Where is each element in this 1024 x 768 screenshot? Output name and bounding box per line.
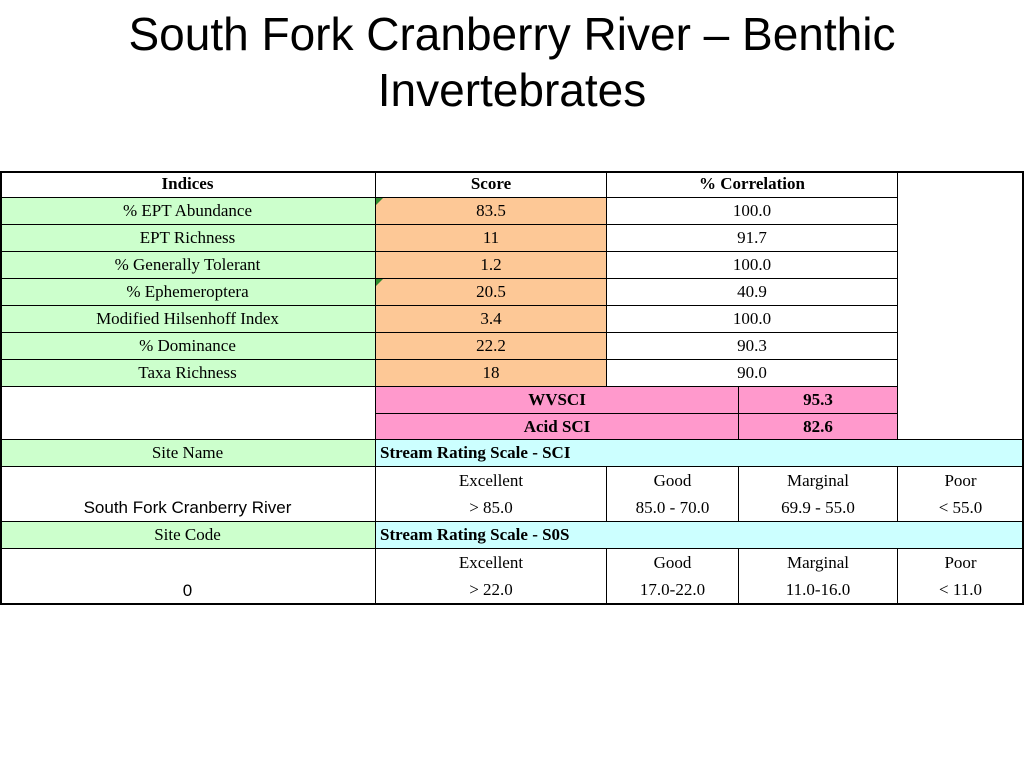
rating-range: 17.0-22.0: [639, 580, 706, 600]
rating-range: < 11.0: [939, 580, 982, 600]
index-correlation: 90.0: [607, 360, 898, 387]
site-name-value: South Fork Cranberry River: [0, 467, 376, 522]
index-score: 18: [376, 360, 607, 387]
rating-label: Excellent: [458, 470, 524, 490]
index-correlation: 100.0: [607, 252, 898, 279]
rating-range: > 85.0: [469, 497, 513, 517]
index-label: % Dominance: [0, 333, 376, 360]
rating-range: 11.0-16.0: [785, 580, 851, 600]
sci-good: [607, 467, 739, 522]
rating-range: > 22.0: [469, 580, 513, 600]
blank-side-column: [898, 171, 1024, 440]
index-label: % EPT Abundance: [0, 198, 376, 225]
rating-label: Good: [653, 552, 692, 572]
index-score: 83.5: [376, 198, 607, 225]
rating-range: 85.0 - 70.0: [635, 497, 710, 517]
index-label: EPT Richness: [0, 225, 376, 252]
wvsci-label: WVSCI: [376, 387, 739, 414]
index-score: 3.4: [376, 306, 607, 333]
site-code-label: Site Code: [0, 522, 376, 549]
title-line-1: South Fork Cranberry River – Benthic: [128, 8, 896, 60]
index-label: % Ephemeroptera: [0, 279, 376, 306]
rating-label: Excellent: [458, 552, 524, 572]
rating-range: < 55.0: [938, 497, 983, 517]
summary-blank: [0, 387, 376, 440]
sci-scale-title: Stream Rating Scale - SCI: [376, 440, 1024, 467]
acid-sci-value: 82.6: [739, 414, 898, 440]
comment-marker-icon: [376, 198, 383, 205]
sos-marginal: [739, 549, 898, 605]
comment-marker-icon: [376, 279, 383, 286]
site-name-label: Site Name: [0, 440, 376, 467]
index-correlation: 100.0: [607, 306, 898, 333]
index-correlation: 90.3: [607, 333, 898, 360]
acid-sci-label: Acid SCI: [376, 414, 739, 440]
index-score: 22.2: [376, 333, 607, 360]
header-correlation: % Correlation: [607, 171, 898, 198]
sos-excellent: [376, 549, 607, 605]
sos-scale-title: Stream Rating Scale - S0S: [376, 522, 1024, 549]
wvsci-value: 95.3: [739, 387, 898, 414]
index-label: % Generally Tolerant: [0, 252, 376, 279]
rating-label: Marginal: [786, 552, 849, 572]
site-code-value: 0: [0, 549, 376, 605]
index-correlation: 40.9: [607, 279, 898, 306]
sos-poor: [898, 549, 1024, 605]
rating-label: Marginal: [786, 470, 849, 490]
benthic-index-table: [0, 171, 1024, 605]
index-score: 20.5: [376, 279, 607, 306]
header-indices: Indices: [0, 171, 376, 198]
sci-excellent: [376, 467, 607, 522]
index-label: Taxa Richness: [0, 360, 376, 387]
title-line-2: Invertebrates: [377, 64, 647, 116]
sci-marginal: [739, 467, 898, 522]
rating-label: Good: [653, 470, 692, 490]
rating-range: 69.9 - 55.0: [781, 497, 855, 517]
index-score: 1.2: [376, 252, 607, 279]
rating-label: Poor: [944, 470, 977, 490]
index-score: 11: [376, 225, 607, 252]
slide-title: [0, 6, 1024, 118]
index-correlation: 91.7: [607, 225, 898, 252]
index-label: Modified Hilsenhoff Index: [0, 306, 376, 333]
header-score: Score: [376, 171, 607, 198]
sos-good: [607, 549, 739, 605]
rating-label: Poor: [944, 552, 977, 572]
sci-poor: [898, 467, 1024, 522]
index-correlation: 100.0: [607, 198, 898, 225]
